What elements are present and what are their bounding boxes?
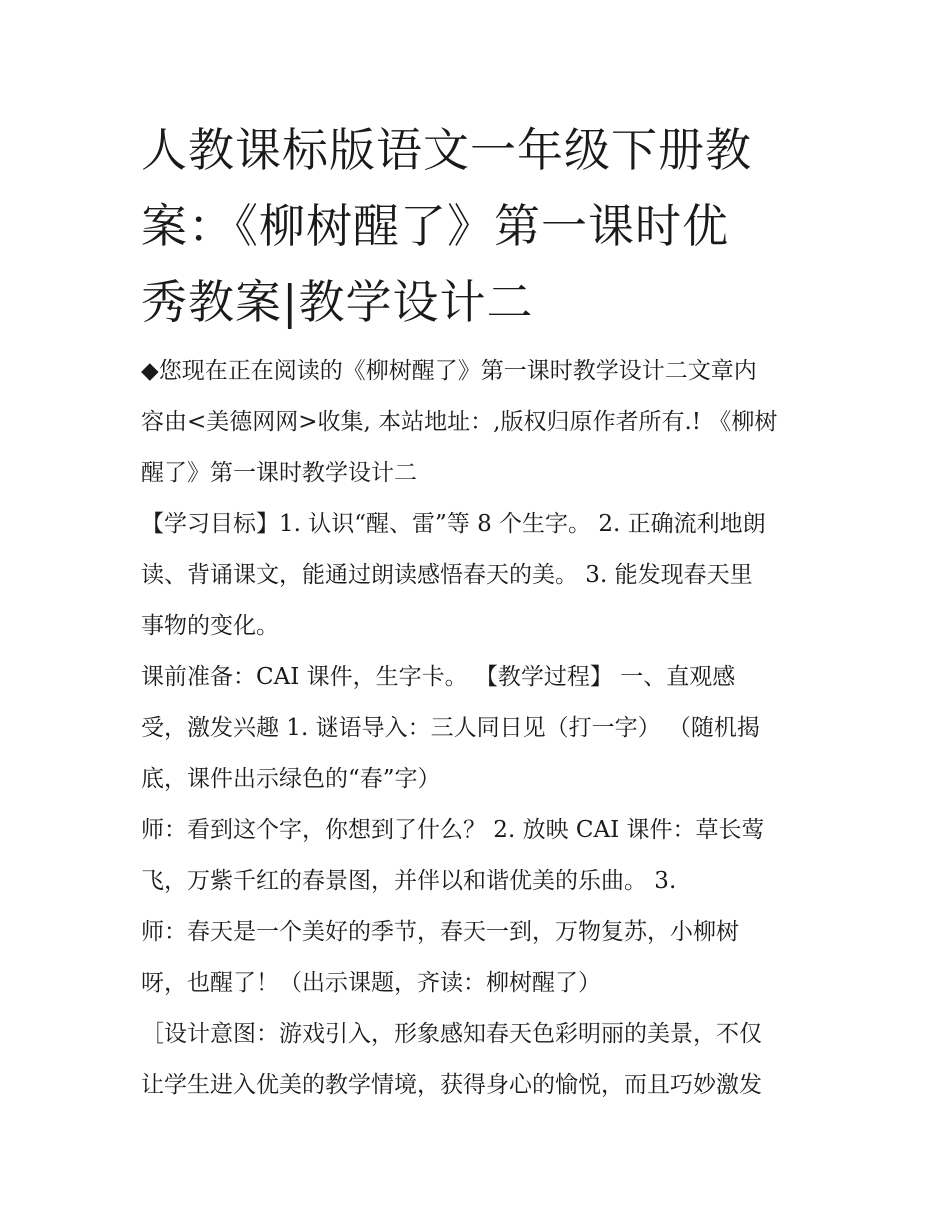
text-line: ◆您现在正在阅读的《柳树醒了》第一课时教学设计二文章内 [141,358,757,384]
text-line: 容由<美德网网>收集, 本站地址：,版权归原作者所有.! 《柳树 [141,409,778,435]
teacher-paragraph-2 [141,907,813,1009]
teacher-paragraph-1 [141,805,813,907]
preparation-paragraph [141,652,813,805]
text-line: ［设计意图：游戏引入，形象感知春天色彩明丽的美景，不仅 [141,1021,762,1047]
text-line: 【学习目标】1. 认识“醒、雷”等 8 个生字。 2. 正确流利地朗 [141,511,766,537]
text-line: 呀，也醒了！（出示课题，齐读：柳树醒了） [141,970,601,996]
text-line: 读、背诵课文，能通过朗读感悟春天的美。 3. 能发现春天里 [141,562,753,588]
text-line: 底，课件出示绿色的“春”字） [141,766,441,792]
title-line: 案：《柳树醒了》第一课时优 [141,199,729,253]
title-line: 秀教案|教学设计二 [141,275,534,329]
text-line: 事物的变化。 [141,613,279,639]
intro-paragraph [141,346,813,499]
text-line: 受，激发兴趣 1. 谜语导入：三人同日见（打一字） （随机揭 [141,715,760,741]
document-title [141,112,813,340]
text-line: 课前准备：CAI 课件，生字卡。 【教学过程】 一、直观感 [141,664,736,690]
text-line: 飞，万紫千红的春景图，并伴以和谐优美的乐曲。 3. [141,868,677,894]
title-line: 人教课标版语文一年级下册教 [141,123,752,177]
design-intent-paragraph [141,1009,813,1111]
text-line: 让学生进入优美的教学情境，获得身心的愉悦，而且巧妙激发 [141,1072,762,1098]
text-line: 师：看到这个字，你想到了什么？ 2. 放映 CAI 课件：草长莺 [141,817,765,843]
document-page [141,112,813,1111]
text-line: 师：春天是一个美好的季节，春天一到，万物复苏，小柳树 [141,919,739,945]
text-line: 醒了》第一课时教学设计二 [141,460,417,486]
learning-goals-paragraph [141,499,813,652]
